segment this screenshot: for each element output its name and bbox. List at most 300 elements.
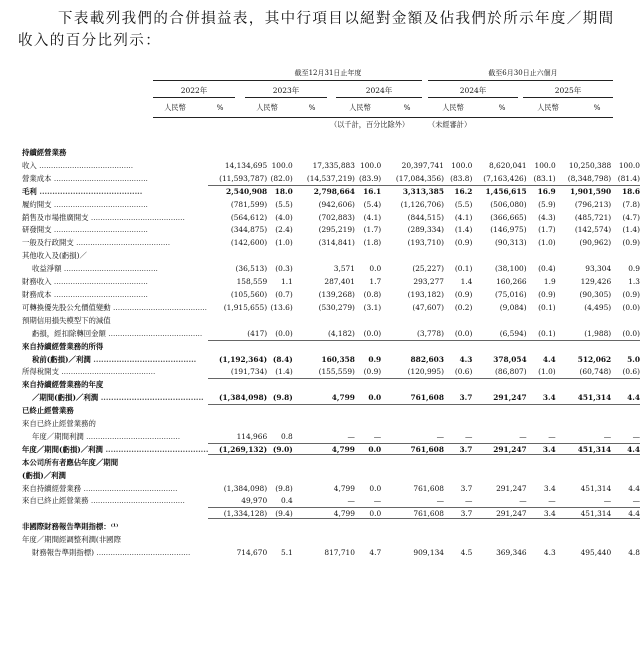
percent-cell: — xyxy=(527,431,556,444)
percent-cell xyxy=(267,457,293,470)
percent-cell: 100.0 xyxy=(271,160,293,170)
percent-cell: (83.1) xyxy=(527,173,556,186)
amount-cell: 158,559 xyxy=(236,277,268,287)
percent-cell: (82.0) xyxy=(267,173,293,186)
percent-cell: 1.9 xyxy=(543,277,556,287)
amount-cell xyxy=(293,379,355,392)
table-row xyxy=(22,302,640,315)
amount-cell xyxy=(208,379,267,392)
row-label: 年度／期間(虧損)／利潤 ........................................ xyxy=(22,444,209,454)
percent-cell: (0.4) xyxy=(538,264,556,274)
row-label: 年度／期間利潤 ........................................ xyxy=(32,431,181,441)
percent-cell xyxy=(267,418,293,431)
percent-cell xyxy=(527,521,556,534)
percent-cell: 16.1 xyxy=(363,186,382,196)
currency-header: 人民幣 xyxy=(349,103,371,112)
amount-cell xyxy=(208,405,267,418)
amount-cell: (191,734) xyxy=(208,366,267,379)
percent-cell: (5.4) xyxy=(363,199,382,209)
amount-cell: 114,966 xyxy=(208,431,267,444)
percent-cell: (0.9) xyxy=(355,366,381,379)
amount-cell: (417) xyxy=(208,328,267,341)
percent-cell: — xyxy=(355,495,381,508)
amount-cell: 93,304 xyxy=(585,264,612,274)
amount-cell: 129,426 xyxy=(580,277,612,287)
percent-cell: (1.7) xyxy=(363,225,382,235)
percent-cell: (2.4) xyxy=(275,225,293,235)
percent-header: % xyxy=(403,103,411,112)
percent-cell xyxy=(527,470,556,483)
amount-cell xyxy=(293,521,355,534)
row-label-text: 毛利 xyxy=(22,186,37,196)
amount-cell xyxy=(472,147,526,160)
row-label-text: 財務成本 xyxy=(22,289,52,299)
amount-cell: (3,778) xyxy=(381,328,444,341)
income-statement-table xyxy=(22,147,640,560)
row-label: 銷售及市場推廣開支 ........................................ xyxy=(22,212,185,222)
amount-cell: 909,134 xyxy=(413,548,444,558)
row-label xyxy=(22,470,208,483)
amount-cell: 17,335,883 xyxy=(312,160,355,170)
row-label xyxy=(22,521,208,534)
amount-cell: 10,250,388 xyxy=(568,160,612,170)
row-label xyxy=(22,405,208,418)
amount-cell xyxy=(556,418,612,431)
percent-cell: (0.9) xyxy=(538,289,556,299)
year-rule xyxy=(153,97,235,98)
table-row xyxy=(22,250,640,263)
percent-cell: 1.7 xyxy=(369,277,382,287)
currency-header: 人民幣 xyxy=(256,103,278,112)
year-2025-interim: 2025年 xyxy=(554,86,582,95)
amount-cell: (1,988) xyxy=(556,328,612,341)
percent-cell xyxy=(355,418,381,431)
table-row xyxy=(22,328,640,341)
percent-cell xyxy=(527,405,556,418)
percent-cell xyxy=(267,534,293,547)
row-label: 營業成本 ........................................ xyxy=(22,173,148,183)
amount-cell xyxy=(556,315,612,328)
amount-cell: (90,962) xyxy=(579,238,612,248)
row-label: 財務報告準則指標) ........................................ xyxy=(32,548,191,558)
table-row xyxy=(22,224,640,237)
header-rule xyxy=(153,117,613,118)
amount-cell: 369,346 xyxy=(496,548,527,558)
amount-cell: (6,594) xyxy=(472,328,526,341)
amount-cell: 20,397,741 xyxy=(401,160,444,170)
table-row xyxy=(22,444,640,457)
row-label: 虧損，經扣除轉回金額 ........................................ xyxy=(32,328,203,338)
amount-cell: 451,314 xyxy=(556,392,612,405)
percent-cell: 5.1 xyxy=(281,548,293,558)
amount-cell: (60,748) xyxy=(556,366,612,379)
row-label: ／期間(虧損)／利潤 ........................................ xyxy=(32,393,204,403)
percent-cell xyxy=(527,379,556,392)
percent-cell xyxy=(355,521,381,534)
percent-cell: (0.6) xyxy=(444,366,472,379)
percent-cell xyxy=(444,250,472,263)
row-label xyxy=(22,457,208,470)
row-label-text: 銷售及市場推廣開支 xyxy=(22,212,89,222)
percent-cell xyxy=(444,521,472,534)
percent-cell: (13.6) xyxy=(270,302,293,312)
row-label xyxy=(22,379,208,392)
amount-cell: (942,606) xyxy=(318,199,355,209)
table-row xyxy=(22,160,640,173)
amount-cell: (1,126,706) xyxy=(400,199,444,209)
percent-cell xyxy=(355,341,381,354)
percent-cell: (9.0) xyxy=(267,444,293,457)
amount-cell xyxy=(556,534,612,547)
table-row xyxy=(22,470,640,483)
percent-cell: 3.4 xyxy=(527,508,556,521)
amount-cell: (75,016) xyxy=(494,289,527,299)
amount-cell xyxy=(472,470,526,483)
amount-cell xyxy=(556,147,612,160)
year-2023: 2023年 xyxy=(272,86,300,95)
year-2024: 2024年 xyxy=(365,86,393,95)
table-row xyxy=(22,186,640,199)
row-label-text: 其他收入及(虧損)／ xyxy=(22,251,87,261)
table-row xyxy=(22,392,640,405)
amount-cell: 287,401 xyxy=(324,277,355,287)
percent-cell xyxy=(527,147,556,160)
amount-cell: 451,314 xyxy=(556,508,612,521)
amount-cell: 495,440 xyxy=(580,548,612,558)
percent-cell: (0.9) xyxy=(454,289,473,299)
amount-cell xyxy=(556,521,612,534)
table-row xyxy=(22,276,640,289)
amount-cell: 512,062 xyxy=(577,354,612,364)
row-label-text: 所得稅開支 xyxy=(22,367,59,377)
percent-cell xyxy=(355,147,381,160)
row-label xyxy=(22,534,208,547)
amount-cell: (7,163,426) xyxy=(472,173,526,186)
row-label-text: 收入 xyxy=(22,160,37,170)
table-row xyxy=(22,366,640,379)
amount-cell xyxy=(293,147,355,160)
amount-cell: (366,665) xyxy=(490,212,527,222)
percent-cell: 4.4 xyxy=(611,508,640,521)
percent-cell: 0.8 xyxy=(267,431,293,444)
percent-cell xyxy=(267,147,293,160)
row-label: 來自已終止經營業務 ........................................ xyxy=(22,496,185,506)
percent-cell xyxy=(611,315,640,328)
amount-cell: — xyxy=(381,495,444,508)
table-row xyxy=(22,341,640,354)
percent-cell xyxy=(444,418,472,431)
row-label: 研發開支 ........................................ xyxy=(22,225,148,235)
percent-cell xyxy=(611,405,640,418)
row-label-text: 財務報告準則指標) xyxy=(32,548,95,558)
amount-cell: (295,219) xyxy=(318,225,355,235)
percent-header: % xyxy=(498,103,506,112)
row-label-text: 財務收入 xyxy=(22,277,52,287)
amount-cell: 378,054 xyxy=(493,354,527,364)
percent-cell: (5.5) xyxy=(454,199,473,209)
percent-cell: (81.4) xyxy=(611,173,640,186)
row-label-text: 營業成本 xyxy=(22,173,52,183)
amount-cell xyxy=(472,341,526,354)
amount-cell xyxy=(556,457,612,470)
table-row xyxy=(22,405,640,418)
year-2024-interim: 2024年 xyxy=(459,86,487,95)
amount-cell: (90,313) xyxy=(494,238,527,248)
amount-cell: 3,571 xyxy=(333,264,355,274)
amount-cell: (1,915,655) xyxy=(223,302,268,312)
amount-cell xyxy=(381,379,444,392)
amount-cell: 761,608 xyxy=(381,392,444,405)
percent-cell: 0.9 xyxy=(368,354,382,364)
percent-cell xyxy=(611,341,640,354)
table-row xyxy=(22,354,640,367)
row-label-text: 一般及行政開支 xyxy=(22,238,74,248)
percent-cell: (0.1) xyxy=(538,302,556,312)
percent-cell: 5.0 xyxy=(627,354,640,364)
percent-cell: (83.8) xyxy=(444,173,472,186)
percent-cell: 4.4 xyxy=(628,483,640,493)
amount-cell: 291,247 xyxy=(496,483,527,493)
row-label-text: 已終止經營業務 xyxy=(22,406,74,416)
table-row xyxy=(22,237,640,250)
percent-cell: (0.0) xyxy=(611,328,640,341)
percent-cell: (0.6) xyxy=(611,366,640,379)
row-label xyxy=(22,147,208,160)
percent-cell: 4.7 xyxy=(369,548,382,558)
percent-cell: 0.0 xyxy=(369,483,382,493)
amount-cell: 49,970 xyxy=(208,495,267,508)
percent-cell: 1.3 xyxy=(628,277,640,287)
percent-cell: (1.8) xyxy=(363,238,382,248)
group-rule-annual xyxy=(153,80,422,81)
amount-cell: (1,192,364) xyxy=(219,354,268,364)
row-label-text: 來自已終止經營業務 xyxy=(22,496,89,506)
amount-cell: (4,495) xyxy=(584,302,612,312)
row-label-text: 研發開支 xyxy=(22,225,52,235)
amount-cell xyxy=(472,521,526,534)
percent-cell: (4.1) xyxy=(454,212,473,222)
row-label: 財務收入 ........................................ xyxy=(22,277,148,287)
percent-cell: (5.5) xyxy=(275,199,293,209)
amount-cell: 4,799 xyxy=(333,483,355,493)
row-label-text: 履約開支 xyxy=(22,199,52,209)
percent-cell: (0.9) xyxy=(622,289,640,299)
percent-cell: 4.8 xyxy=(628,548,640,558)
amount-cell: (8,348,798) xyxy=(556,173,612,186)
amount-cell xyxy=(472,250,526,263)
table-row xyxy=(22,508,640,521)
percent-cell: (0.1) xyxy=(527,328,556,341)
row-label-text: 年度／期間(虧損)／利潤 xyxy=(22,444,103,454)
amount-cell: (142,600) xyxy=(230,238,268,248)
percent-cell: (4.0) xyxy=(275,212,293,222)
year-2022: 2022年 xyxy=(180,86,208,95)
percent-cell xyxy=(444,341,472,354)
percent-cell: (0.7) xyxy=(275,289,293,299)
percent-cell xyxy=(527,315,556,328)
percent-cell xyxy=(267,470,293,483)
percent-cell: 0.0 xyxy=(369,264,382,274)
percent-cell: 0.0 xyxy=(355,508,381,521)
row-label-text: 稅前(虧損)／利潤 xyxy=(32,354,91,364)
percent-cell: (1.7) xyxy=(538,225,556,235)
amount-cell xyxy=(381,418,444,431)
percent-cell: (4.1) xyxy=(363,212,382,222)
amount-cell: — xyxy=(556,431,612,444)
amount-cell xyxy=(208,470,267,483)
percent-cell: 3.4 xyxy=(527,444,556,457)
percent-cell: 3.4 xyxy=(543,483,556,493)
amount-cell xyxy=(381,521,444,534)
percent-cell xyxy=(444,470,472,483)
percent-cell xyxy=(527,418,556,431)
percent-cell: 100.0 xyxy=(451,160,473,170)
percent-cell xyxy=(267,405,293,418)
amount-cell: 3,313,385 xyxy=(402,186,444,196)
amount-cell xyxy=(556,341,612,354)
percent-cell xyxy=(444,534,472,547)
amount-cell xyxy=(208,315,267,328)
percent-cell xyxy=(611,379,640,392)
percent-cell xyxy=(611,418,640,431)
row-label: 收入 ........................................ xyxy=(22,160,134,170)
percent-cell: (83.9) xyxy=(355,173,381,186)
amount-cell: 8,620,041 xyxy=(489,160,527,170)
amount-cell: (1,269,132) xyxy=(208,444,267,457)
percent-cell xyxy=(355,315,381,328)
amount-cell xyxy=(472,315,526,328)
amount-cell: 160,266 xyxy=(496,277,527,287)
amount-cell: (314,841) xyxy=(318,238,355,248)
amount-cell: (11,593,787) xyxy=(208,173,267,186)
amount-cell: 761,608 xyxy=(381,444,444,457)
amount-cell xyxy=(556,250,612,263)
table-row xyxy=(22,495,640,508)
percent-cell xyxy=(355,534,381,547)
table-row xyxy=(22,147,640,160)
percent-cell xyxy=(527,457,556,470)
row-label-text: 來自已終止經營業務的 xyxy=(22,419,96,429)
amount-cell: 160,358 xyxy=(321,354,355,364)
percent-cell xyxy=(355,379,381,392)
percent-cell: (0.9) xyxy=(454,238,473,248)
group-header-interim: 截至6月30日止六個月 xyxy=(488,69,558,77)
percent-cell: 4.4 xyxy=(542,354,556,364)
row-label-text: 本公司所有者應佔年度／期間 xyxy=(22,457,119,467)
amount-cell: 4,799 xyxy=(293,508,355,521)
row-label-text: 來自持續經營業務的所得 xyxy=(22,341,104,351)
percent-cell: (7.8) xyxy=(622,199,640,209)
row-label: 履約開支 ........................................ xyxy=(22,199,148,209)
amount-cell: 761,608 xyxy=(381,508,444,521)
percent-cell: (5.9) xyxy=(538,199,556,209)
row-label: 毛利 ........................................ xyxy=(22,186,143,196)
row-label xyxy=(22,341,208,354)
percent-cell xyxy=(444,457,472,470)
table-row xyxy=(22,547,640,560)
amount-cell: 817,710 xyxy=(324,548,355,558)
amount-cell: (25,227) xyxy=(412,264,444,274)
amount-cell: (1,384,098) xyxy=(223,483,268,493)
percent-cell: 0.9 xyxy=(628,264,640,274)
percent-cell: (8.4) xyxy=(272,354,293,364)
group-header-annual: 截至12月31日止年度 xyxy=(294,69,362,77)
percent-cell: (0.0) xyxy=(355,328,381,341)
amount-cell: — xyxy=(556,495,612,508)
table-row xyxy=(22,263,640,276)
percent-cell xyxy=(527,534,556,547)
percent-cell: (1.0) xyxy=(538,238,556,248)
amount-cell xyxy=(556,405,612,418)
percent-cell: 100.0 xyxy=(618,160,640,170)
amount-cell: (17,084,356) xyxy=(381,173,444,186)
amount-cell: (14,537,219) xyxy=(293,173,355,186)
percent-cell: 4.5 xyxy=(460,548,473,558)
amount-cell xyxy=(208,418,267,431)
amount-cell xyxy=(381,405,444,418)
row-label-text: 可轉換優先股公允價值變動 xyxy=(22,302,111,312)
amount-cell: 293,277 xyxy=(413,277,444,287)
percent-cell xyxy=(611,534,640,547)
amount-cell: (506,080) xyxy=(490,199,527,209)
percent-cell: 4.3 xyxy=(459,354,473,364)
percent-cell: (0.0) xyxy=(622,302,640,312)
percent-cell xyxy=(267,341,293,354)
percent-cell: 3.4 xyxy=(527,392,556,405)
percent-cell xyxy=(444,147,472,160)
percent-cell: 3.7 xyxy=(444,508,472,521)
row-label-text: 收益淨額 xyxy=(32,264,62,274)
amount-cell: 291,247 xyxy=(472,392,526,405)
percent-cell: (0.8) xyxy=(363,289,382,299)
row-label xyxy=(22,315,208,328)
amount-cell xyxy=(208,521,267,534)
percent-cell: (1.4) xyxy=(622,225,640,235)
percent-cell: 18.0 xyxy=(274,186,293,196)
currency-header: 人民幣 xyxy=(164,103,186,112)
percent-cell: (0.9) xyxy=(622,238,640,248)
amount-cell xyxy=(293,341,355,354)
row-label: 來自持續經營業務 ........................................ xyxy=(22,483,178,493)
amount-cell: (1,334,128) xyxy=(208,508,267,521)
amount-cell xyxy=(556,470,612,483)
percent-cell: 0.0 xyxy=(355,392,381,405)
amount-cell xyxy=(293,418,355,431)
percent-cell xyxy=(267,521,293,534)
amount-cell: (86,807) xyxy=(472,366,526,379)
percent-cell xyxy=(267,250,293,263)
amount-cell: (781,599) xyxy=(230,199,268,209)
percent-cell xyxy=(527,250,556,263)
row-label-text: 年度／期間經調整利潤(非國際 xyxy=(22,535,121,545)
percent-cell: — xyxy=(444,431,472,444)
amount-cell: 291,247 xyxy=(472,508,526,521)
percent-cell: 3.7 xyxy=(444,444,472,457)
table-row xyxy=(22,431,640,444)
row-label-text: ／期間(虧損)／利潤 xyxy=(32,393,99,403)
amount-cell: (36,513) xyxy=(235,264,268,274)
intro-text: 下表載列我們的合併損益表，其中行項目以絕對金額及佔我們於所示年度／期間收入的百分比列示： xyxy=(18,11,615,49)
amount-cell: (90,305) xyxy=(579,289,612,299)
amount-cell: (702,883) xyxy=(318,212,355,222)
percent-cell: (1.4) xyxy=(454,225,473,235)
percent-cell xyxy=(355,470,381,483)
amount-cell: 1,901,590 xyxy=(570,186,612,196)
row-label-text: 來自持續經營業務的年度 xyxy=(22,380,104,390)
percent-cell: 4.4 xyxy=(611,444,640,457)
amount-cell xyxy=(208,250,267,263)
amount-cell: — xyxy=(472,431,526,444)
